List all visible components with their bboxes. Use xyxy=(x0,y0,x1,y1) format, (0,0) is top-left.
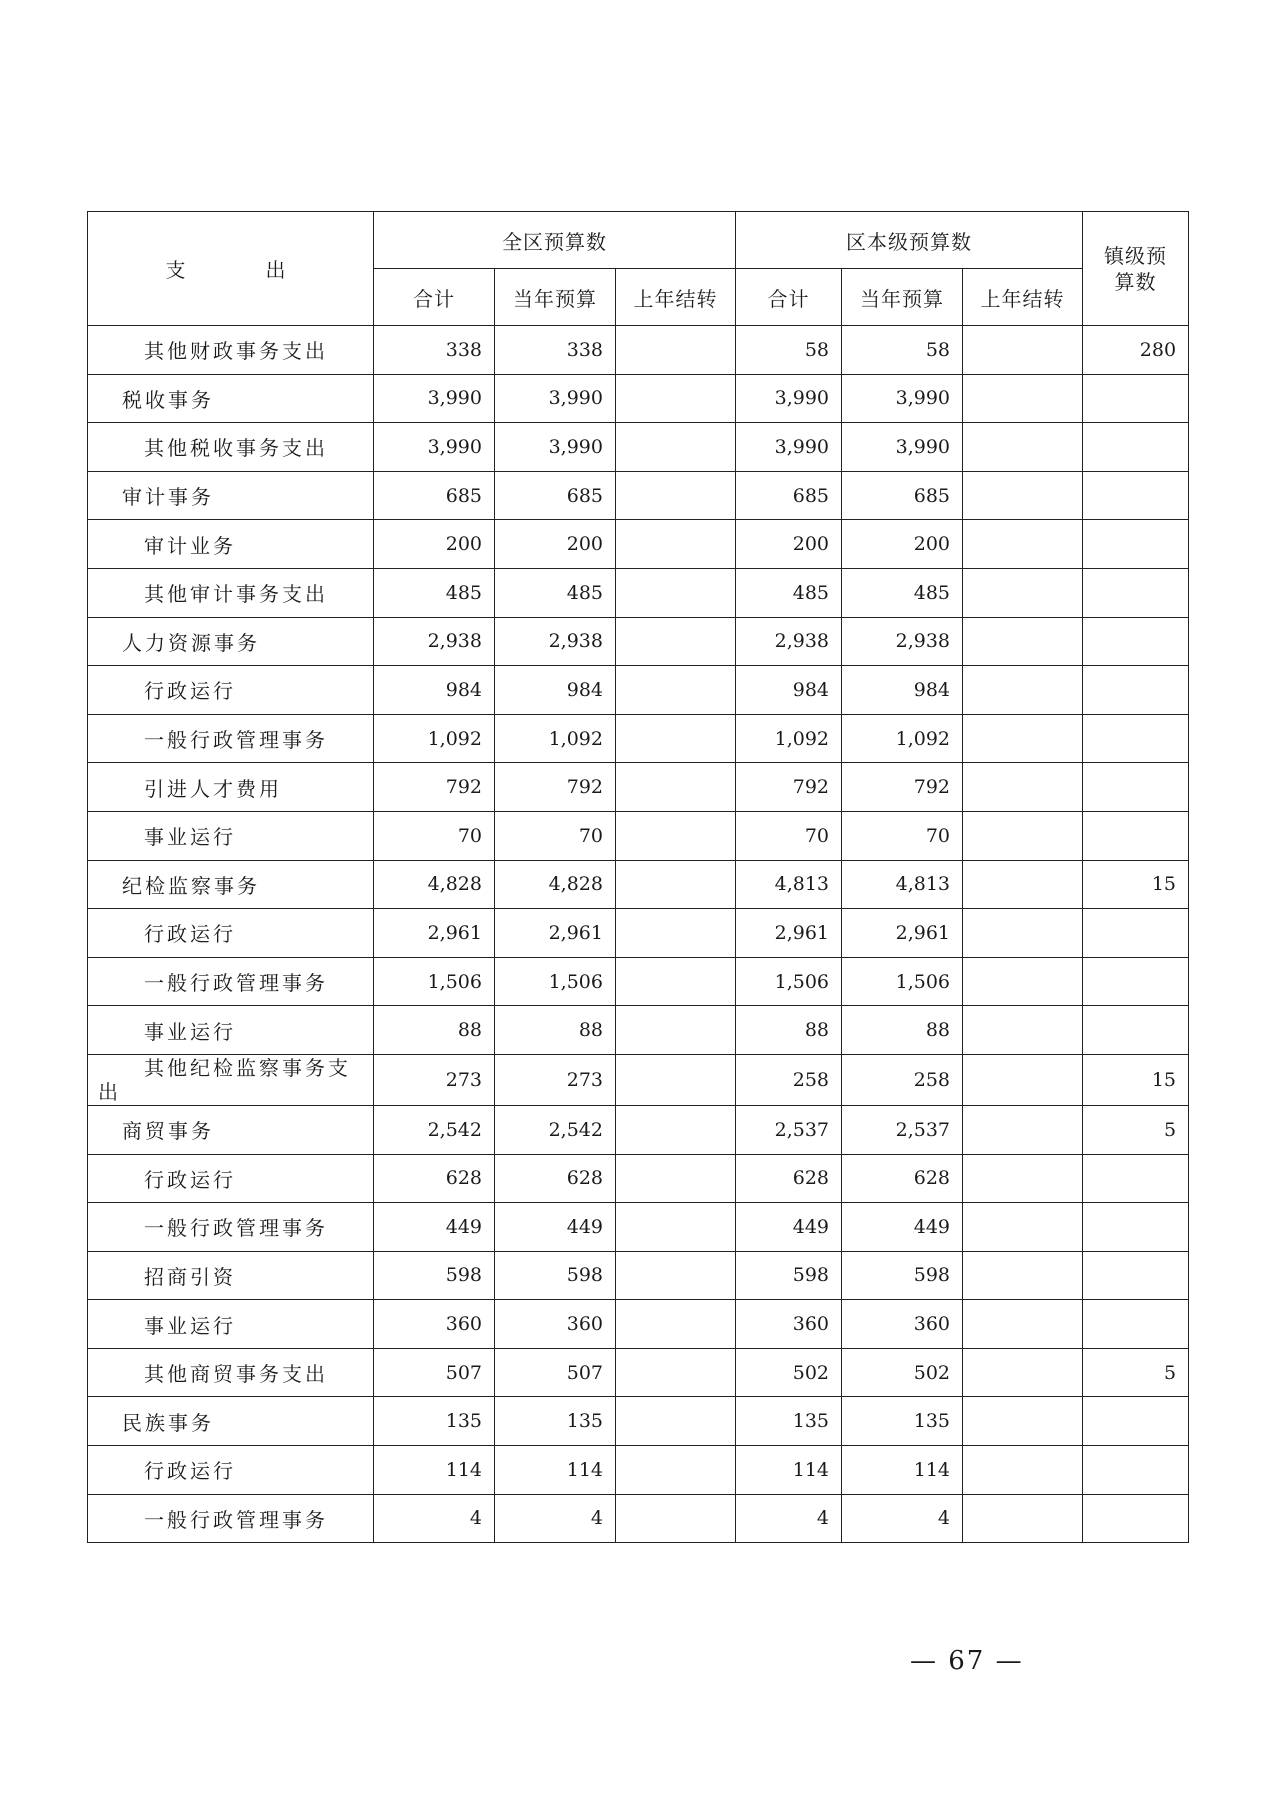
row-item-name: 人力资源事务 xyxy=(88,617,374,666)
cell-level-total: 3,990 xyxy=(736,374,842,423)
row-item-name: 引进人才费用 xyxy=(88,763,374,812)
cell-level-total: 984 xyxy=(736,666,842,715)
cell-level-carryover xyxy=(963,1251,1083,1300)
cell-level-current: 984 xyxy=(842,666,963,715)
cell-level-carryover xyxy=(963,909,1083,958)
cell-district-carryover xyxy=(616,423,736,472)
cell-district-total: 360 xyxy=(374,1300,495,1349)
cell-level-total: 135 xyxy=(736,1397,842,1446)
cell-district-current: 984 xyxy=(495,666,616,715)
cell-district-total: 507 xyxy=(374,1348,495,1397)
row-item-name: 其他审计事务支出 xyxy=(88,568,374,617)
cell-district-total: 1,506 xyxy=(374,957,495,1006)
table-row xyxy=(88,811,1189,860)
cell-district-current: 3,990 xyxy=(495,423,616,472)
cell-district-total: 2,542 xyxy=(374,1105,495,1154)
cell-district-total: 4 xyxy=(374,1494,495,1543)
cell-level-carryover xyxy=(963,763,1083,812)
cell-town-budget xyxy=(1083,1154,1189,1203)
table-row xyxy=(88,1251,1189,1300)
row-item-name: 商贸事务 xyxy=(88,1105,374,1154)
header-expense: 支 出 xyxy=(88,212,374,326)
cell-district-total: 3,990 xyxy=(374,374,495,423)
table-row xyxy=(88,1105,1189,1154)
row-item-name: 一般行政管理事务 xyxy=(88,714,374,763)
table-row xyxy=(88,423,1189,472)
row-item-name: 事业运行 xyxy=(88,811,374,860)
cell-district-carryover xyxy=(616,1397,736,1446)
cell-level-total: 4 xyxy=(736,1494,842,1543)
cell-district-total: 88 xyxy=(374,1006,495,1055)
cell-level-carryover xyxy=(963,1105,1083,1154)
cell-district-carryover xyxy=(616,1494,736,1543)
cell-level-total: 1,506 xyxy=(736,957,842,1006)
cell-district-current: 273 xyxy=(495,1054,616,1105)
cell-level-current: 502 xyxy=(842,1348,963,1397)
row-item-name: 事业运行 xyxy=(88,1006,374,1055)
header-level-carryover: 上年结转 xyxy=(963,269,1083,326)
cell-level-total: 58 xyxy=(736,326,842,375)
cell-town-budget xyxy=(1083,1251,1189,1300)
table-row xyxy=(88,326,1189,375)
table-row xyxy=(88,1300,1189,1349)
row-item-name: 行政运行 xyxy=(88,666,374,715)
header-district-carryover: 上年结转 xyxy=(616,269,736,326)
budget-table-wrapper xyxy=(87,211,1188,1543)
table-row xyxy=(88,1348,1189,1397)
row-item-name: 审计业务 xyxy=(88,520,374,569)
cell-town-budget xyxy=(1083,471,1189,520)
cell-level-total: 4,813 xyxy=(736,860,842,909)
cell-level-total: 2,961 xyxy=(736,909,842,958)
cell-district-total: 273 xyxy=(374,1054,495,1105)
row-item-name: 其他税收事务支出 xyxy=(88,423,374,472)
cell-district-total: 685 xyxy=(374,471,495,520)
cell-level-carryover xyxy=(963,423,1083,472)
table-row xyxy=(88,617,1189,666)
table-row xyxy=(88,568,1189,617)
cell-district-carryover xyxy=(616,1348,736,1397)
cell-level-current: 360 xyxy=(842,1300,963,1349)
header-town-label: 镇级预算数 xyxy=(1104,243,1168,294)
cell-town-budget xyxy=(1083,763,1189,812)
cell-district-total: 114 xyxy=(374,1446,495,1495)
cell-district-current: 2,938 xyxy=(495,617,616,666)
cell-district-total: 2,938 xyxy=(374,617,495,666)
header-district-current: 当年预算 xyxy=(495,269,616,326)
cell-level-current: 598 xyxy=(842,1251,963,1300)
cell-district-carryover xyxy=(616,860,736,909)
cell-level-current: 485 xyxy=(842,568,963,617)
cell-town-budget xyxy=(1083,714,1189,763)
cell-district-carryover xyxy=(616,1203,736,1252)
table-row xyxy=(88,860,1189,909)
cell-district-current: 4 xyxy=(495,1494,616,1543)
cell-level-total: 88 xyxy=(736,1006,842,1055)
cell-level-current: 135 xyxy=(842,1397,963,1446)
table-row xyxy=(88,471,1189,520)
cell-level-current: 4 xyxy=(842,1494,963,1543)
cell-district-total: 4,828 xyxy=(374,860,495,909)
cell-town-budget: 5 xyxy=(1083,1348,1189,1397)
table-row xyxy=(88,1203,1189,1252)
cell-level-current: 628 xyxy=(842,1154,963,1203)
cell-level-total: 685 xyxy=(736,471,842,520)
cell-level-carryover xyxy=(963,714,1083,763)
cell-town-budget xyxy=(1083,909,1189,958)
cell-district-total: 1,092 xyxy=(374,714,495,763)
cell-district-current: 485 xyxy=(495,568,616,617)
cell-district-total: 598 xyxy=(374,1251,495,1300)
row-item-name: 行政运行 xyxy=(88,1446,374,1495)
cell-level-total: 485 xyxy=(736,568,842,617)
cell-level-total: 3,990 xyxy=(736,423,842,472)
cell-level-total: 449 xyxy=(736,1203,842,1252)
cell-level-carryover xyxy=(963,811,1083,860)
cell-level-current: 2,537 xyxy=(842,1105,963,1154)
cell-district-current: 1,092 xyxy=(495,714,616,763)
cell-level-total: 2,938 xyxy=(736,617,842,666)
table-row xyxy=(88,520,1189,569)
header-town-budget xyxy=(1083,212,1189,326)
cell-district-total: 200 xyxy=(374,520,495,569)
cell-level-carryover xyxy=(963,1203,1083,1252)
cell-level-total: 70 xyxy=(736,811,842,860)
cell-level-total: 1,092 xyxy=(736,714,842,763)
cell-district-current: 3,990 xyxy=(495,374,616,423)
cell-district-current: 2,542 xyxy=(495,1105,616,1154)
cell-level-total: 258 xyxy=(736,1054,842,1105)
table-row xyxy=(88,1494,1189,1543)
cell-town-budget xyxy=(1083,617,1189,666)
cell-district-carryover xyxy=(616,666,736,715)
table-row xyxy=(88,666,1189,715)
cell-district-carryover xyxy=(616,1300,736,1349)
cell-district-carryover xyxy=(616,714,736,763)
row-item-name: 一般行政管理事务 xyxy=(88,1203,374,1252)
cell-district-current: 449 xyxy=(495,1203,616,1252)
cell-level-current: 4,813 xyxy=(842,860,963,909)
row-item-name: 审计事务 xyxy=(88,471,374,520)
cell-district-current: 135 xyxy=(495,1397,616,1446)
row-item-name: 纪检监察事务 xyxy=(88,860,374,909)
cell-district-carryover xyxy=(616,471,736,520)
row-item-name: 行政运行 xyxy=(88,909,374,958)
cell-town-budget xyxy=(1083,1494,1189,1543)
cell-district-carryover xyxy=(616,1446,736,1495)
cell-town-budget xyxy=(1083,1446,1189,1495)
cell-level-carryover xyxy=(963,471,1083,520)
cell-district-carryover xyxy=(616,617,736,666)
cell-district-total: 984 xyxy=(374,666,495,715)
table-row xyxy=(88,1446,1189,1495)
row-item-name: 其他纪检监察事务支出 xyxy=(88,1054,374,1105)
budget-table xyxy=(87,211,1189,1543)
cell-district-total: 449 xyxy=(374,1203,495,1252)
cell-level-total: 628 xyxy=(736,1154,842,1203)
cell-level-carryover xyxy=(963,1397,1083,1446)
cell-district-total: 628 xyxy=(374,1154,495,1203)
cell-district-total: 338 xyxy=(374,326,495,375)
cell-level-current: 200 xyxy=(842,520,963,569)
cell-level-current: 1,092 xyxy=(842,714,963,763)
cell-level-current: 88 xyxy=(842,1006,963,1055)
row-item-name: 招商引资 xyxy=(88,1251,374,1300)
cell-district-current: 200 xyxy=(495,520,616,569)
cell-district-current: 360 xyxy=(495,1300,616,1349)
cell-level-carryover xyxy=(963,666,1083,715)
cell-district-current: 598 xyxy=(495,1251,616,1300)
table-row xyxy=(88,1006,1189,1055)
cell-district-carryover xyxy=(616,909,736,958)
cell-level-current: 449 xyxy=(842,1203,963,1252)
cell-town-budget xyxy=(1083,811,1189,860)
cell-district-total: 792 xyxy=(374,763,495,812)
cell-town-budget xyxy=(1083,520,1189,569)
cell-level-total: 200 xyxy=(736,520,842,569)
header-district-total: 合计 xyxy=(374,269,495,326)
row-item-name: 一般行政管理事务 xyxy=(88,957,374,1006)
cell-town-budget: 15 xyxy=(1083,860,1189,909)
cell-district-current: 628 xyxy=(495,1154,616,1203)
cell-level-total: 792 xyxy=(736,763,842,812)
row-item-name: 一般行政管理事务 xyxy=(88,1494,374,1543)
cell-level-carryover xyxy=(963,1054,1083,1105)
cell-district-current: 2,961 xyxy=(495,909,616,958)
cell-district-carryover xyxy=(616,568,736,617)
cell-town-budget xyxy=(1083,1397,1189,1446)
header-district-budget: 全区预算数 xyxy=(374,212,736,269)
cell-district-total: 485 xyxy=(374,568,495,617)
cell-district-current: 4,828 xyxy=(495,860,616,909)
cell-level-carryover xyxy=(963,1006,1083,1055)
cell-level-total: 598 xyxy=(736,1251,842,1300)
row-item-name: 其他财政事务支出 xyxy=(88,326,374,375)
cell-level-total: 502 xyxy=(736,1348,842,1397)
cell-district-carryover xyxy=(616,374,736,423)
cell-level-current: 1,506 xyxy=(842,957,963,1006)
cell-level-current: 792 xyxy=(842,763,963,812)
cell-level-current: 2,938 xyxy=(842,617,963,666)
cell-level-current: 114 xyxy=(842,1446,963,1495)
cell-district-current: 88 xyxy=(495,1006,616,1055)
cell-district-carryover xyxy=(616,957,736,1006)
table-row xyxy=(88,1397,1189,1446)
cell-district-total: 3,990 xyxy=(374,423,495,472)
row-item-name: 税收事务 xyxy=(88,374,374,423)
cell-town-budget: 5 xyxy=(1083,1105,1189,1154)
cell-district-carryover xyxy=(616,1006,736,1055)
cell-level-carryover xyxy=(963,1154,1083,1203)
cell-level-total: 114 xyxy=(736,1446,842,1495)
cell-district-carryover xyxy=(616,326,736,375)
table-header xyxy=(88,212,1189,326)
cell-level-current: 3,990 xyxy=(842,374,963,423)
cell-district-carryover xyxy=(616,811,736,860)
cell-district-carryover xyxy=(616,1105,736,1154)
cell-district-carryover xyxy=(616,1251,736,1300)
cell-level-carryover xyxy=(963,617,1083,666)
cell-district-total: 135 xyxy=(374,1397,495,1446)
cell-level-carryover xyxy=(963,957,1083,1006)
cell-district-current: 685 xyxy=(495,471,616,520)
cell-district-current: 1,506 xyxy=(495,957,616,1006)
cell-level-current: 58 xyxy=(842,326,963,375)
cell-town-budget xyxy=(1083,374,1189,423)
cell-level-carryover xyxy=(963,568,1083,617)
header-level-current: 当年预算 xyxy=(842,269,963,326)
header-level-total: 合计 xyxy=(736,269,842,326)
cell-district-current: 70 xyxy=(495,811,616,860)
row-item-name: 民族事务 xyxy=(88,1397,374,1446)
cell-town-budget xyxy=(1083,1203,1189,1252)
cell-level-carryover xyxy=(963,520,1083,569)
table-row xyxy=(88,374,1189,423)
table-row xyxy=(88,909,1189,958)
cell-level-carryover xyxy=(963,860,1083,909)
cell-district-current: 507 xyxy=(495,1348,616,1397)
cell-town-budget: 15 xyxy=(1083,1054,1189,1105)
cell-level-carryover xyxy=(963,1348,1083,1397)
table-row xyxy=(88,763,1189,812)
cell-level-current: 2,961 xyxy=(842,909,963,958)
table-row xyxy=(88,957,1189,1006)
cell-district-total: 2,961 xyxy=(374,909,495,958)
table-row xyxy=(88,1154,1189,1203)
cell-district-carryover xyxy=(616,1054,736,1105)
cell-district-carryover xyxy=(616,1154,736,1203)
row-item-name: 事业运行 xyxy=(88,1300,374,1349)
cell-district-carryover xyxy=(616,520,736,569)
cell-level-carryover xyxy=(963,1494,1083,1543)
cell-district-carryover xyxy=(616,763,736,812)
cell-level-total: 2,537 xyxy=(736,1105,842,1154)
cell-town-budget xyxy=(1083,1300,1189,1349)
cell-town-budget xyxy=(1083,423,1189,472)
cell-level-current: 685 xyxy=(842,471,963,520)
cell-district-current: 792 xyxy=(495,763,616,812)
row-item-name: 其他商贸事务支出 xyxy=(88,1348,374,1397)
cell-town-budget: 280 xyxy=(1083,326,1189,375)
cell-level-total: 360 xyxy=(736,1300,842,1349)
cell-level-current: 70 xyxy=(842,811,963,860)
cell-level-carryover xyxy=(963,326,1083,375)
cell-town-budget xyxy=(1083,1006,1189,1055)
cell-town-budget xyxy=(1083,666,1189,715)
cell-district-current: 114 xyxy=(495,1446,616,1495)
cell-level-carryover xyxy=(963,374,1083,423)
cell-level-carryover xyxy=(963,1446,1083,1495)
cell-level-current: 3,990 xyxy=(842,423,963,472)
cell-town-budget xyxy=(1083,568,1189,617)
page-number: — 67 — xyxy=(910,1646,1024,1676)
cell-district-total: 70 xyxy=(374,811,495,860)
table-body xyxy=(88,326,1189,1543)
cell-level-carryover xyxy=(963,1300,1083,1349)
table-row xyxy=(88,714,1189,763)
table-row xyxy=(88,1054,1189,1105)
cell-level-current: 258 xyxy=(842,1054,963,1105)
cell-town-budget xyxy=(1083,957,1189,1006)
row-item-name: 行政运行 xyxy=(88,1154,374,1203)
header-district-level-budget: 区本级预算数 xyxy=(736,212,1083,269)
cell-district-current: 338 xyxy=(495,326,616,375)
